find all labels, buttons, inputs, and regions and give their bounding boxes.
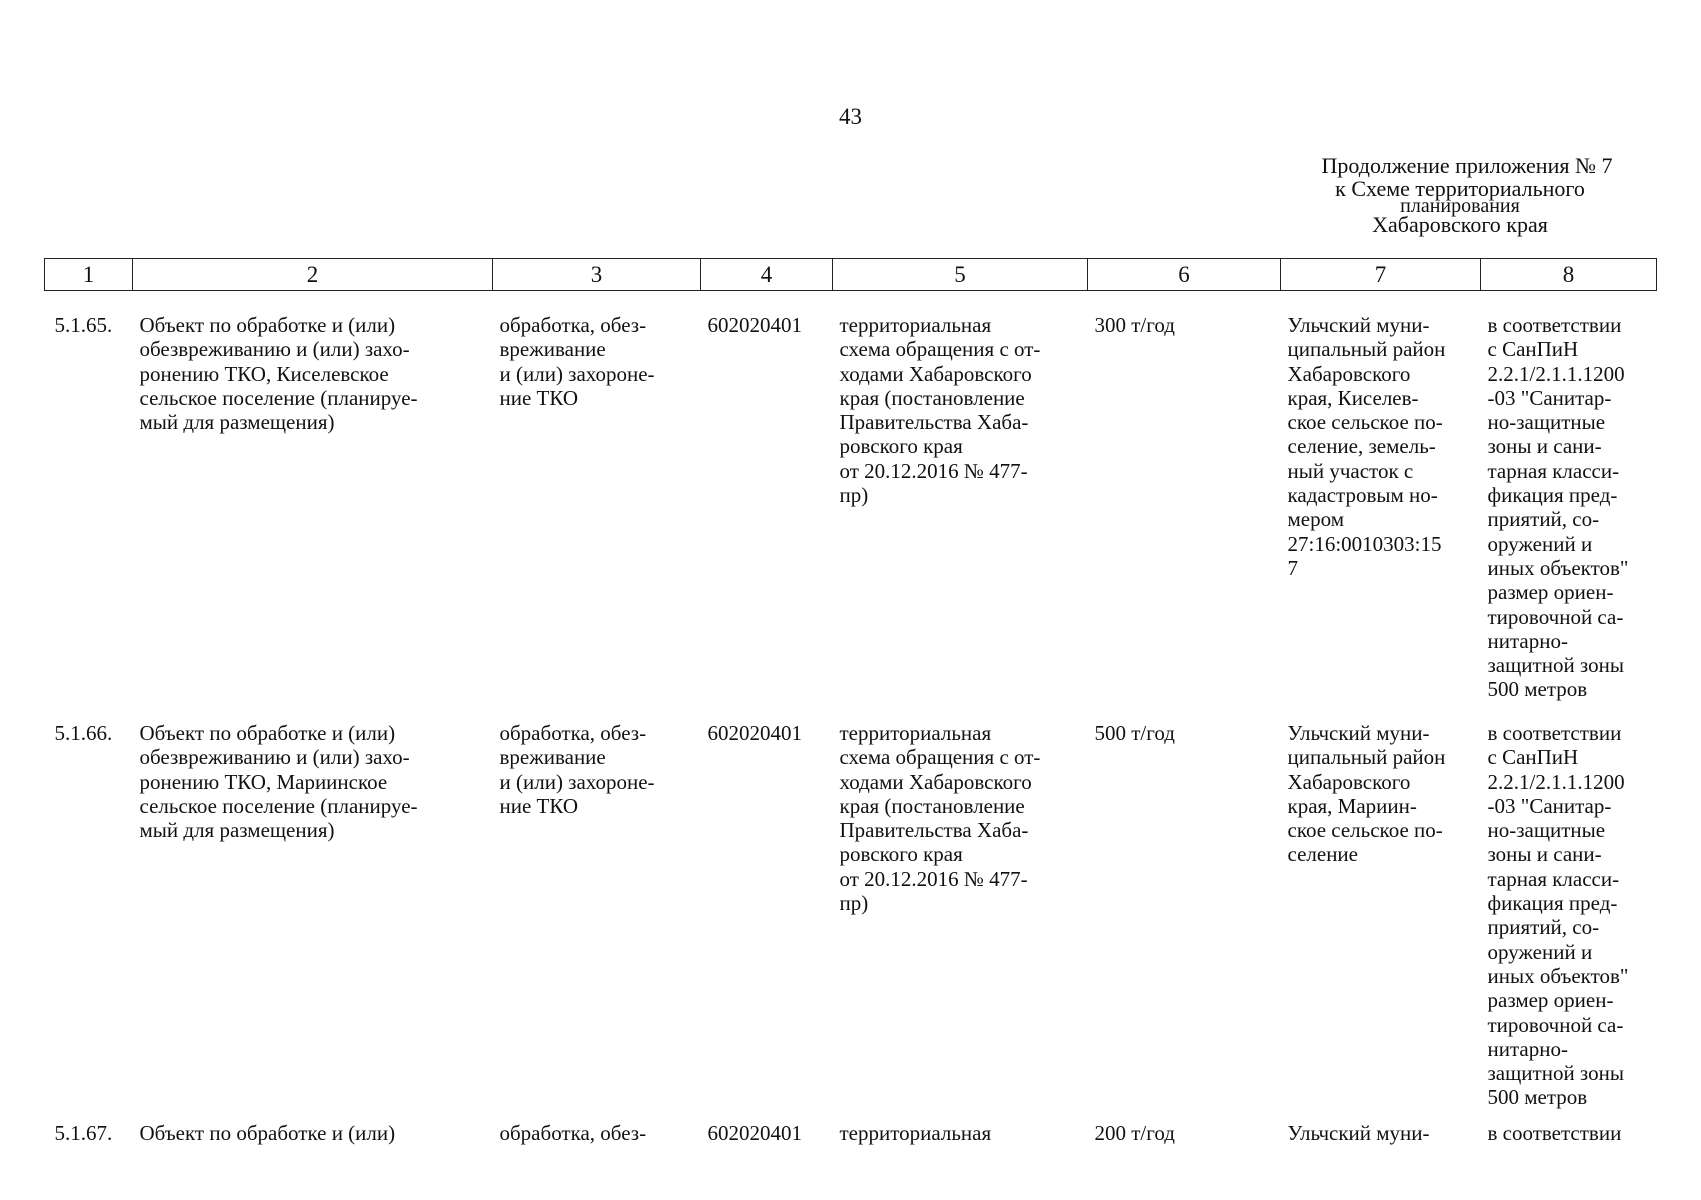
document-line: пр) — [839, 891, 869, 916]
location-line: Ульчский муни- — [1287, 313, 1430, 337]
capacity-cell: 500 т/год — [1094, 721, 1175, 745]
object-name-line: сельское поселение (планируе- — [139, 385, 418, 410]
capacity-cell: 300 т/год — [1094, 313, 1175, 337]
row-number: 5.1.66. — [54, 721, 113, 745]
purpose-line: обработка, обез- — [499, 313, 647, 337]
object-name-line: ронению ТКО, Мариинское — [139, 769, 388, 794]
purpose-line: обработка, обез- — [499, 721, 647, 745]
zone-line: иных объектов" — [1487, 963, 1629, 988]
location-line: Хабаровского — [1287, 361, 1411, 386]
location-line: ское сельское по- — [1287, 410, 1443, 435]
capacity-cell: 200 т/год — [1094, 1121, 1175, 1145]
row-number: 5.1.65. — [54, 313, 113, 337]
sanitary-zone-cell — [1481, 1111, 1657, 1161]
object-name-line: обезвреживанию и (или) захо- — [139, 337, 410, 362]
purpose-line: и (или) захороне- — [499, 769, 655, 794]
zone-line: -03 "Санитар- — [1487, 385, 1612, 410]
purpose-line: вреживание — [499, 337, 606, 362]
column-number-header: 6 — [1088, 259, 1281, 291]
purpose-cell — [493, 711, 701, 1111]
code-cell: 602020401 — [707, 313, 802, 337]
zone-line: размер ориен- — [1487, 580, 1614, 605]
location-line: мером — [1287, 507, 1344, 532]
location-line: края, Мариин- — [1287, 793, 1417, 818]
document-line: территориальная — [839, 313, 992, 337]
table-row — [45, 1111, 1657, 1161]
column-number-header: 4 — [701, 259, 833, 291]
location-line: ское сельское по- — [1287, 818, 1443, 843]
location-line: Ульчский муни- — [1287, 721, 1430, 745]
location-line: Хабаровского — [1287, 769, 1411, 794]
document-line: Правительства Хаба- — [839, 410, 1029, 435]
column-number-header: 1 — [45, 259, 133, 291]
zone-line: тировочной са- — [1487, 604, 1624, 629]
zone-line: приятий, со- — [1487, 507, 1600, 532]
location-line: селение — [1287, 842, 1358, 867]
document-cell — [833, 291, 1088, 712]
zone-line: размер ориен- — [1487, 988, 1614, 1013]
appendix-line: Хабаровского края — [1372, 212, 1548, 237]
row-number: 5.1.67. — [54, 1121, 113, 1145]
code-cell: 602020401 — [707, 1121, 802, 1145]
location-line: селение, земель- — [1287, 434, 1436, 459]
object-name-line: обезвреживанию и (или) захо- — [139, 745, 410, 770]
object-name-cell — [133, 711, 493, 1111]
table-row — [45, 291, 1657, 712]
purpose-line: ние ТКО — [499, 793, 579, 818]
zone-line: 2.2.1/2.1.1.1200 — [1487, 769, 1625, 794]
document-line: схема обращения с от- — [839, 745, 1041, 770]
document-line: от 20.12.2016 № 477- — [839, 458, 1028, 483]
zone-line: иных объектов" — [1487, 555, 1629, 580]
zone-line: 500 метров — [1487, 677, 1588, 702]
zone-line: 2.2.1/2.1.1.1200 — [1487, 361, 1625, 386]
document-line: Правительства Хаба- — [839, 818, 1029, 843]
zone-line: тировочной са- — [1487, 1012, 1624, 1037]
column-number-header: 2 — [133, 259, 493, 291]
zone-line: нитарно- — [1487, 628, 1568, 653]
object-name-line: ронению ТКО, Киселевское — [139, 361, 389, 386]
location-line: ципальный район — [1287, 337, 1446, 362]
document-line: ровского края — [839, 842, 963, 867]
object-name-line: сельское поселение (планируе- — [139, 793, 418, 818]
document-cell — [833, 1111, 1088, 1161]
column-number-header: 7 — [1281, 259, 1481, 291]
appendix-line: планирования — [1400, 195, 1520, 217]
object-name-cell — [133, 1111, 493, 1161]
table-row — [45, 711, 1657, 1111]
purpose-line: вреживание — [499, 745, 606, 770]
zone-line: в соответствии — [1487, 313, 1622, 337]
page-number: 43 — [839, 104, 862, 129]
location-cell — [1281, 1111, 1481, 1161]
appendix-caption — [1280, 154, 1640, 237]
code-cell: 602020401 — [707, 721, 802, 745]
column-number-header: 3 — [493, 259, 701, 291]
zone-line: приятий, со- — [1487, 915, 1600, 940]
zone-line: зоны и сани- — [1487, 842, 1602, 867]
object-name-cell — [133, 291, 493, 712]
document-cell — [833, 711, 1088, 1111]
document-line: от 20.12.2016 № 477- — [839, 866, 1028, 891]
zone-line: с СанПиН — [1487, 337, 1579, 362]
purpose-line: и (или) захороне- — [499, 361, 655, 386]
object-name-line: Объект по обработке и (или) — [139, 1121, 396, 1145]
zone-line: фикация пред- — [1487, 891, 1618, 916]
objects-table — [44, 258, 1657, 1161]
zone-line: -03 "Санитар- — [1487, 793, 1612, 818]
zone-line: тарная класси- — [1487, 458, 1620, 483]
document-line: территориальная — [839, 721, 992, 745]
zone-line: защитной зоны — [1487, 1061, 1624, 1086]
object-name-line: мый для размещения) — [139, 410, 335, 435]
document-line: ровского края — [839, 434, 963, 459]
column-number-row — [45, 259, 1657, 291]
location-cell — [1281, 291, 1481, 712]
zone-line: зоны и сани- — [1487, 434, 1602, 459]
zone-line: нитарно- — [1487, 1036, 1568, 1061]
zone-line: в соответствии — [1487, 721, 1622, 745]
appendix-line: к Схеме территориального — [1335, 176, 1585, 201]
document-line: края (постановление — [839, 385, 1025, 410]
location-line: кадастровым но- — [1287, 483, 1438, 508]
zone-line: в соответствии — [1487, 1121, 1622, 1145]
sanitary-zone-cell — [1481, 291, 1657, 712]
purpose-line: обработка, обез- — [499, 1121, 647, 1145]
zone-line: 500 метров — [1487, 1085, 1588, 1110]
purpose-line: ние ТКО — [499, 385, 579, 410]
document-line: территориальная — [839, 1121, 992, 1145]
object-name-line: мый для размещения) — [139, 818, 335, 843]
zone-line: но-защитные — [1487, 410, 1606, 435]
zone-line: фикация пред- — [1487, 483, 1618, 508]
document-line: ходами Хабаровского — [839, 361, 1032, 386]
document-line: края (постановление — [839, 793, 1025, 818]
location-line: края, Киселев- — [1287, 385, 1419, 410]
zone-line: тарная класси- — [1487, 866, 1620, 891]
zone-line: защитной зоны — [1487, 653, 1624, 678]
location-line: 27:16:0010303:15 — [1287, 531, 1442, 556]
document-line: схема обращения с от- — [839, 337, 1041, 362]
zone-line: с СанПиН — [1487, 745, 1579, 770]
zone-line: оружений и — [1487, 531, 1593, 556]
location-line: Ульчский муни- — [1287, 1121, 1430, 1145]
column-number-header: 8 — [1481, 259, 1657, 291]
location-line: ный участок с — [1287, 458, 1414, 483]
sanitary-zone-cell — [1481, 711, 1657, 1111]
object-name-line: Объект по обработке и (или) — [139, 313, 396, 337]
zone-line: оружений и — [1487, 939, 1593, 964]
document-line: пр) — [839, 483, 869, 508]
location-cell — [1281, 711, 1481, 1111]
purpose-cell — [493, 1111, 701, 1161]
appendix-line: Продолжение приложения № 7 — [1321, 153, 1613, 178]
purpose-cell — [493, 291, 701, 712]
object-name-line: Объект по обработке и (или) — [139, 721, 396, 745]
location-line: ципальный район — [1287, 745, 1446, 770]
zone-line: но-защитные — [1487, 818, 1606, 843]
location-line: 7 — [1287, 555, 1298, 580]
document-line: ходами Хабаровского — [839, 769, 1032, 794]
column-number-header: 5 — [833, 259, 1088, 291]
